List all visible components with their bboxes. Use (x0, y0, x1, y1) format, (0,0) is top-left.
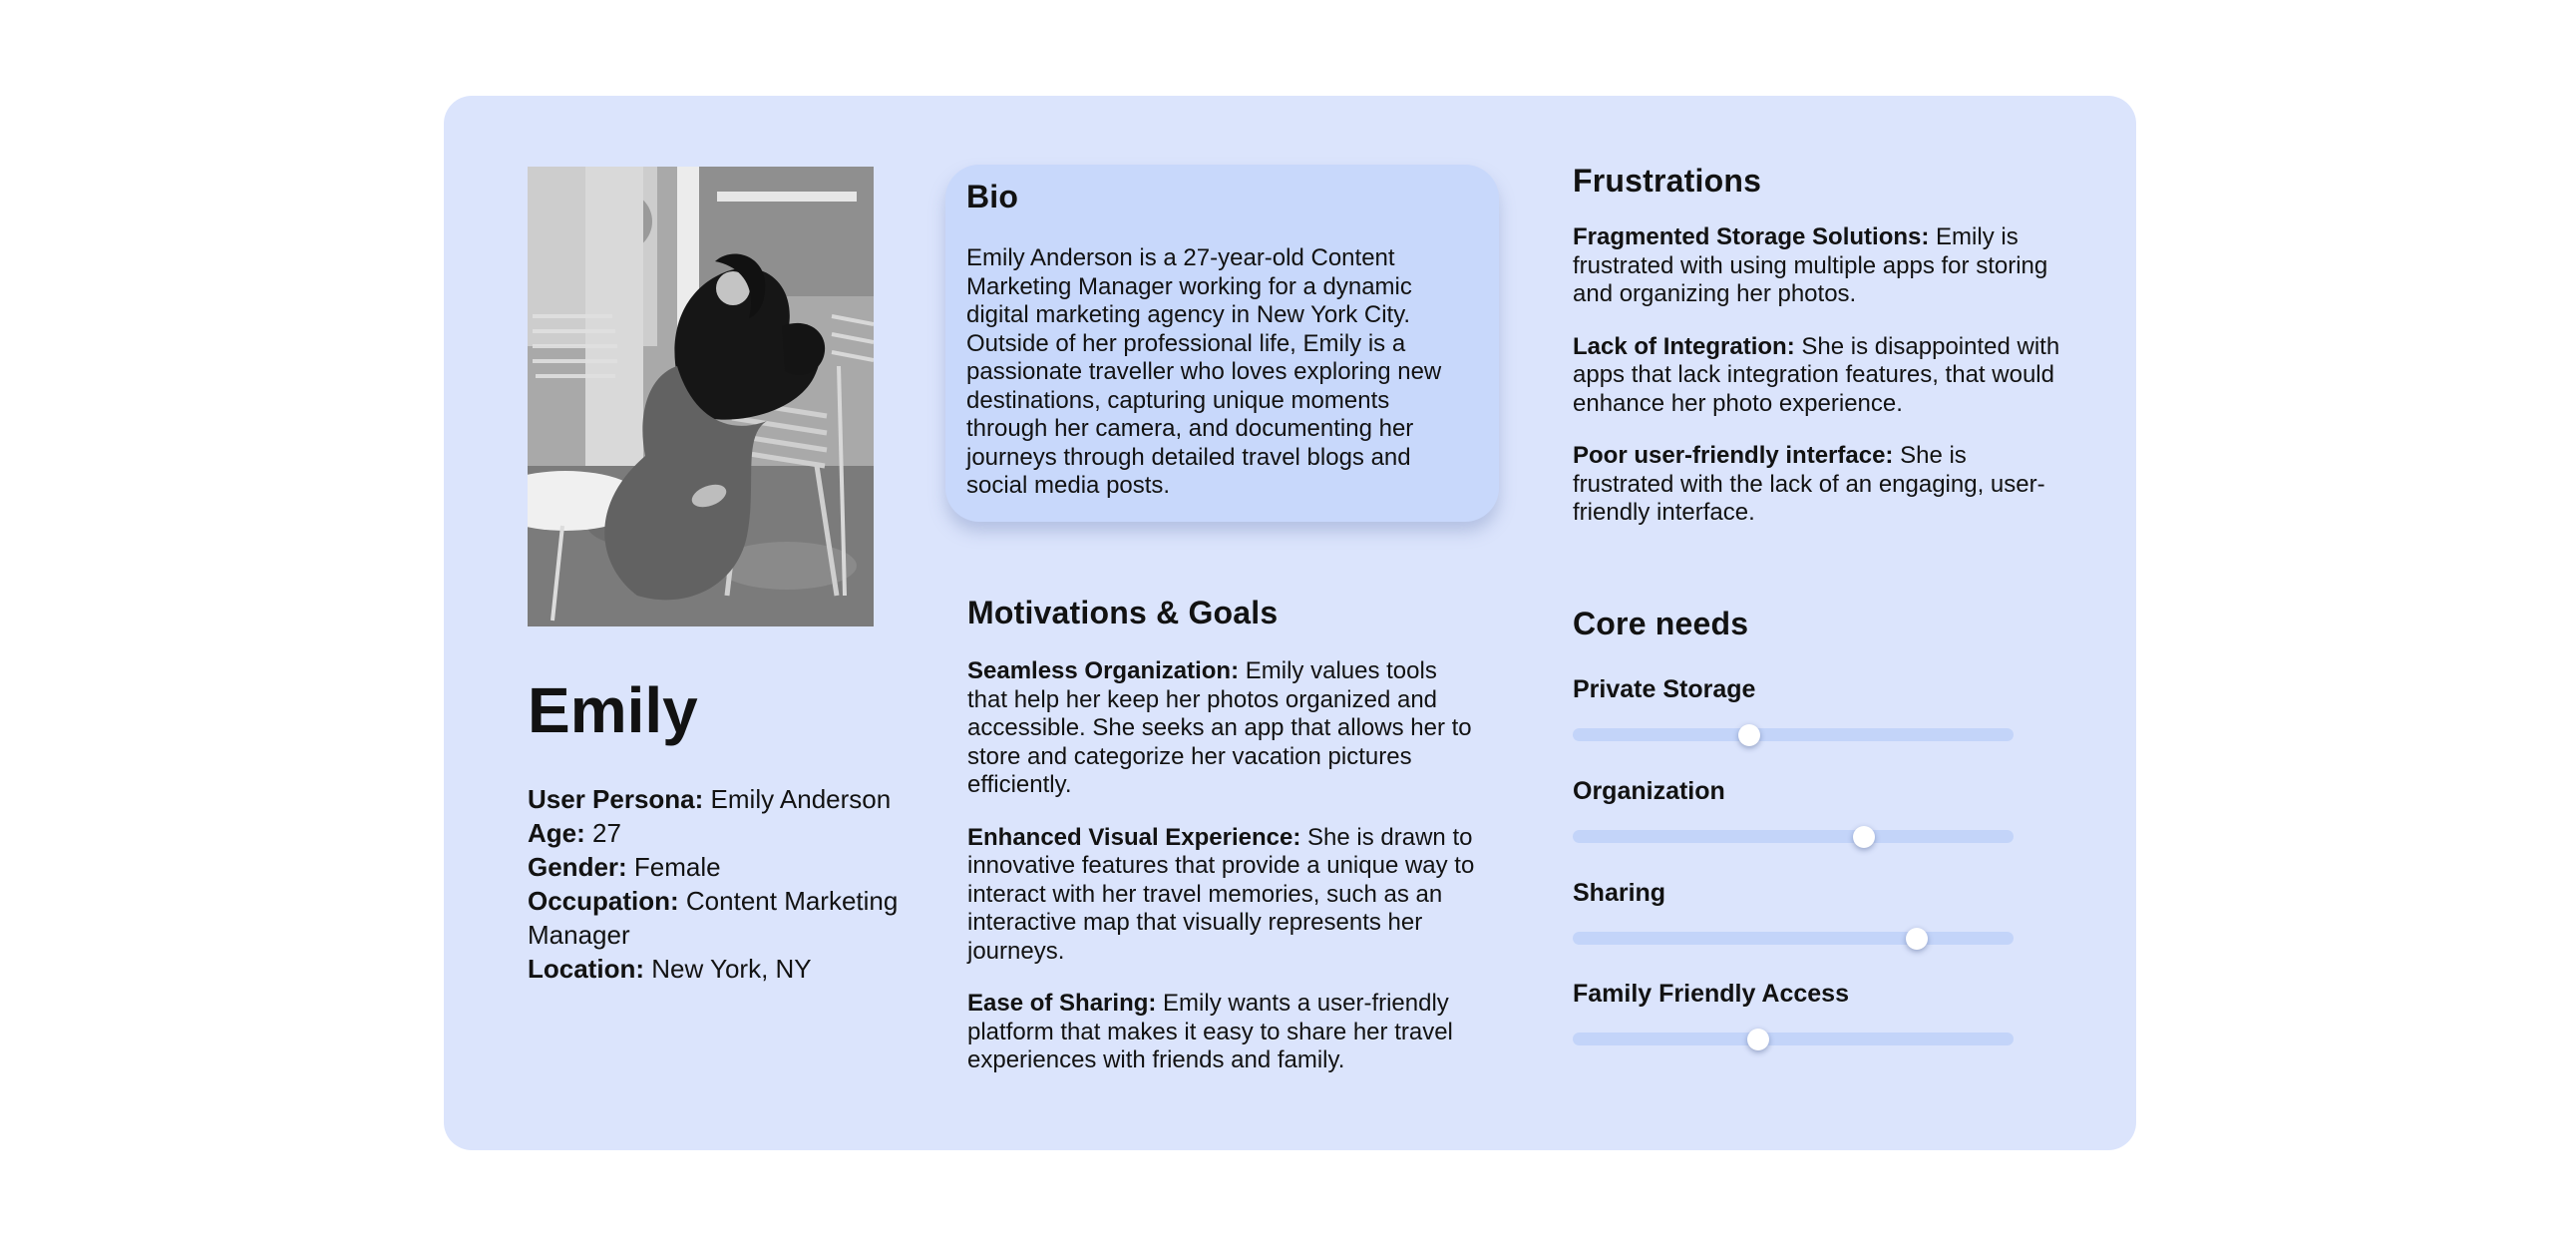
persona-card (444, 96, 2136, 1150)
detail-location: Location: New York, NY (528, 954, 812, 984)
slider-family-friendly-access: Family Friendly Access (1573, 979, 2014, 1045)
slider-track[interactable] (1573, 932, 2014, 945)
persona-name: Emily (528, 674, 698, 746)
frustrations-items (1573, 223, 2068, 528)
bio-text: Emily Anderson is a 27-year-old Content Marketing Manager working for a dynamic digital marketing agency in New York City. Outside of her professional life, Emily is a passionate traveller who loves exploring new destinations, capturing unique moments through her camera, and documenting her journeys through detailed travel blogs and social media posts. (966, 244, 1442, 499)
slider-track[interactable] (1573, 1033, 2014, 1045)
motivations-title: Motivations & Goals (967, 595, 1279, 630)
slider-private-storage: Private Storage (1573, 674, 2014, 741)
detail-gender: Gender: Female (528, 852, 721, 882)
motivation-item: Enhanced Visual Experience: She is drawn to innovative features that provide a unique way to interact with her travel memories, such as an interactive map that visually represents her journeys. (967, 823, 1475, 965)
motivation-item: Ease of Sharing: Emily wants a user-friendly platform that makes it easy to share her travel experiences with friends and family. (967, 990, 1453, 1073)
detail-occupation: Occupation: Content Marketing Manager (528, 886, 899, 950)
detail-age: Age: 27 (528, 818, 621, 848)
slider-thumb[interactable] (1906, 928, 1928, 950)
slider-track[interactable] (1573, 830, 2014, 843)
slider-thumb[interactable] (1747, 1029, 1769, 1050)
core-needs-title: Core needs (1573, 606, 1749, 641)
slider-thumb[interactable] (1853, 826, 1875, 848)
slider-thumb[interactable] (1738, 724, 1760, 746)
motivations-section (967, 594, 1486, 1075)
motivation-item: Seamless Organization: Emily values tools that help her keep her photos organized and accessible. She seeks an app that allows her to store and categorize her vacation pictures efficiently. (967, 657, 1472, 798)
persona-photo (528, 167, 874, 626)
frustration-item: Fragmented Storage Solutions: Emily is frustrated with using multiple apps for storing and organizing her photos. (1573, 223, 2048, 307)
bio-title: Bio (966, 179, 1019, 214)
core-needs-section (1573, 605, 2014, 1008)
frustration-item: Lack of Integration: She is disappointed with apps that lack integration features, that would enhance her photo experience. (1573, 332, 2061, 417)
persona-photo-illustration (528, 167, 874, 626)
slider-track[interactable] (1573, 728, 2014, 741)
detail-user-persona: User Persona: Emily Anderson (528, 784, 892, 814)
slider-organization: Organization (1573, 776, 2014, 843)
frustrations-section (1573, 162, 2071, 528)
motivations-items (967, 657, 1481, 1075)
frustrations-title: Frustrations (1573, 163, 1762, 199)
frustration-item: Poor user-friendly interface: She is frustrated with the lack of an engaging, user-friendly interface. (1573, 442, 2045, 526)
bio-panel (945, 165, 1499, 522)
slider-sharing: Sharing (1573, 878, 2014, 945)
persona-details (528, 782, 899, 986)
